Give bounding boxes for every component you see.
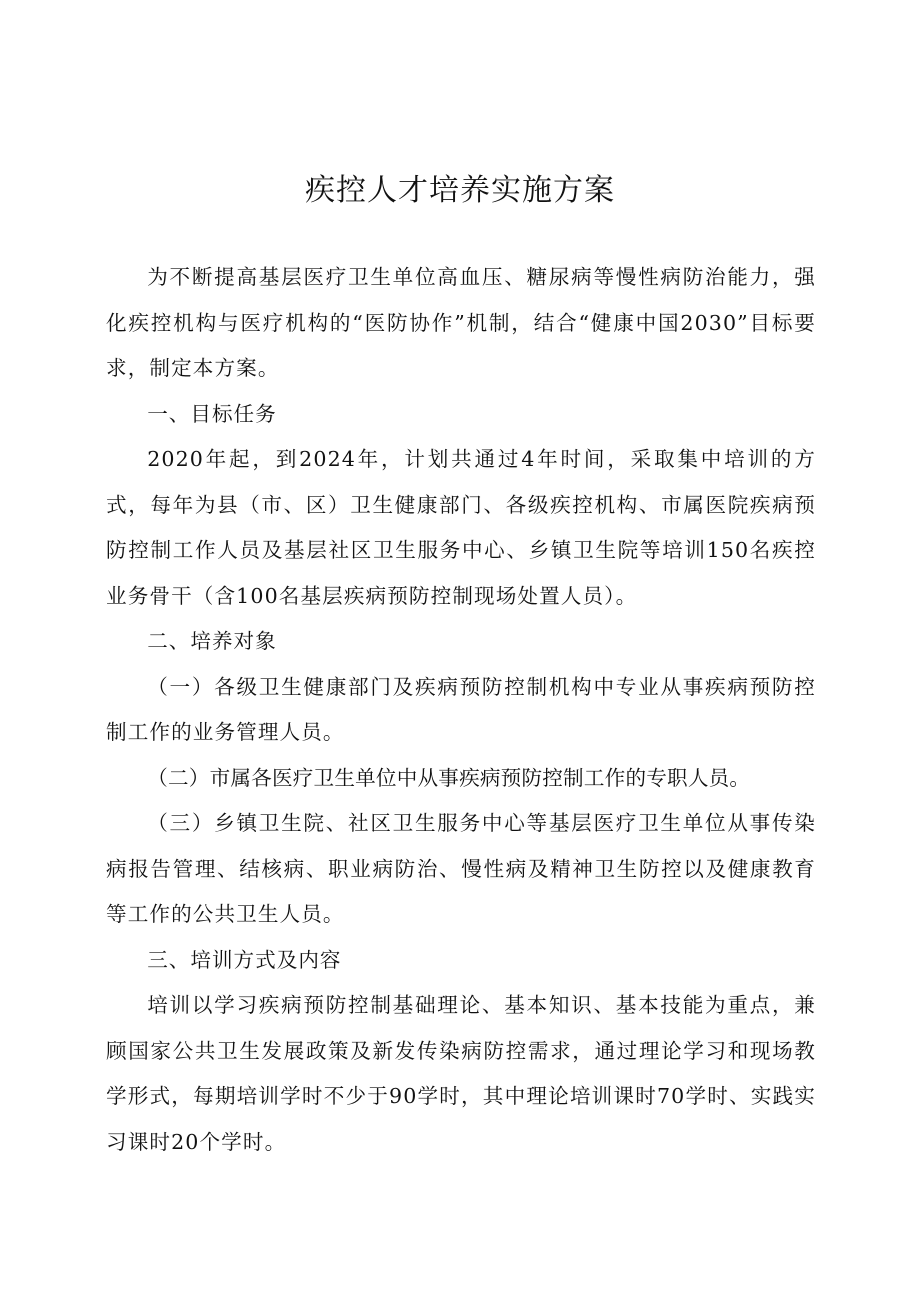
document-body — [106, 255, 816, 1165]
section-heading-goals: 一、目标任务 — [147, 401, 277, 426]
training-paragraph: 培训以学习疾病预防控制基础理论、基本知识、基本技能为重点，兼顾国家公共卫生发展政策及新发传染病防控需求，通过理论学习和现场教学形式，每期培训学时不少于90学时，其中理论培训课时70学时、实践实习课时20个学时。 — [106, 993, 816, 1154]
document-title: 疾控人才培养实施方案 — [305, 173, 615, 208]
intro-paragraph: 为不断提高基层医疗卫生单位高血压、糖尿病等慢性病防治能力，强化疾控机构与医疗机构的“医防协作”机制，结合“健康中国2030”目标要求，制定本方案。 — [106, 265, 816, 380]
section-heading-training: 三、培训方式及内容 — [147, 947, 342, 972]
section-heading-targets: 二、培养对象 — [147, 629, 277, 653]
target-paragraph-1: （一）各级卫生健康部门及疾病预防控制机构中专业从事疾病预防控制工作的业务管理人员。 — [106, 674, 816, 744]
target-paragraph-3: （三）乡镇卫生院、社区卫生服务中心等基层医疗卫生单位从事传染病报告管理、结核病、职业病防治、慢性病及精神卫生防控以及健康教育等工作的公共卫生人员。 — [106, 811, 816, 926]
goals-paragraph: 2020年起，到2024年，计划共通过4年时间，采取集中培训的方式，每年为县（市、区）卫生健康部门、各级疾控机构、市属医院疾病预防控制工作人员及基层社区卫生服务中心、乡镇卫生院等培训150名疾控业务骨干（含100名基层疾病预防控制现场处置人员）。 — [106, 447, 816, 608]
target-paragraph-2: （二）市属各医疗卫生单位中从事疾病预防控制工作的专职人员。 — [147, 765, 751, 790]
